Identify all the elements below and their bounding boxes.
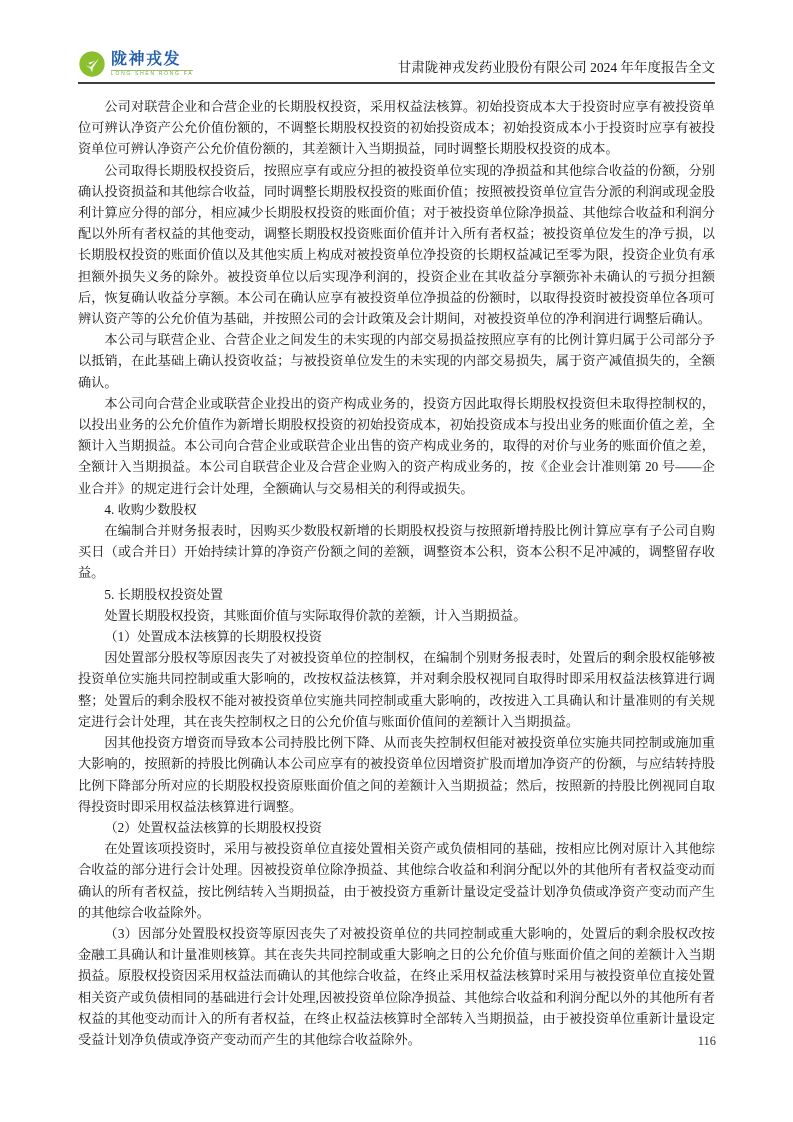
logo-bird-icon — [78, 50, 106, 78]
company-logo — [78, 50, 193, 79]
report-title: 甘肃陇神戎发药业股份有限公司 2024 年年度报告全文 — [397, 60, 715, 75]
paragraph: 因处置部分股权等原因丧失了对被投资单位的控制权，在编制个别财务报表时，处置后的剩余股权能够被投资单位实施共同控制或重大影响的，改按权益法核算，并对剩余股权视同自取得时即采用权益法核算进行调整；处置后的剩余股权不能对被投资单位实施共同控制或重大影响的，改按进入工具确认和计量准则的有关规定进行会计处理，其在丧失控制权之日的公允价值与账面价值间的差额计入当期损益。 — [78, 650, 715, 729]
paragraph: 5. 长期股权投资处置 — [104, 586, 224, 602]
paragraph: 4. 收购少数股权 — [104, 501, 197, 517]
logo-brand-cn: 陇神戎发 — [111, 50, 182, 68]
page-content — [78, 0, 715, 1050]
page-header — [78, 0, 715, 84]
paragraph: （1）处置成本法核算的长期股权投资 — [104, 629, 322, 645]
paragraph: 本公司与联营企业、合营企业之间发生的未实现的内部交易损益按照应享有的比例计算归属于公司部分予以抵销，在此基础上确认投资收益；与被投资单位发生的未实现的内部交易损失，属于资产减值损失的，全额确认。 — [78, 332, 715, 390]
paragraph: 本公司向合营企业或联营企业投出的资产构成业务的，投资方因此取得长期股权投资但未取得控制权的，以投出业务的公允价值作为新增长期股权投资的初始投资成本，初始投资成本与投出业务的账面价值之差，全额计入当期损益。本公司向合营企业或联营企业出售的资产构成业务的，取得的对价与业务的账面价值之差，全额计入当期损益。本公司自联营企业及合营企业购入的资产构成业务的，按《企业会计准则第 20 号——企业合并》的规定进行会计处理，全额确认与交易相关的利得或损失。 — [78, 395, 715, 496]
paragraph: 公司取得长期股权投资后，按照应享有或应分担的被投资单位实现的净损益和其他综合收益的份额，分别确认投资损益和其他综合收益，同时调整长期股权投资的账面价值；按照被投资单位宣告分派的利润或现金股利计算应分得的部分，相应减少长期股权投资的账面价值；对于被投资单位除净损益、其他综合收益和利润分配以外所有者权益的其他变动，调整长期股权投资账面价值并计入所有者权益；被投资单位发生的净亏损，以长期股权投资的账面价值以及其他实质上构成对被投资单位净投资的长期权益减记至零为限，投资企业负有承担额外损失义务的除外。被投资单位以后实现净利润的，投资企业在其收益分享额弥补未确认的亏损分担额后，恢复确认收益分享额。本公司在确认应享有被投资单位净损益的份额时，以取得投资时被投资单位各项可辨认资产等的公允价值为基础，并按照公司的会计政策及会计期间，对被投资单位的净利润进行调整后确认。 — [78, 162, 715, 327]
page-footer — [698, 1034, 716, 1049]
paragraph: （2）处置权益法核算的长期股权投资 — [104, 819, 322, 835]
paragraph: 在处置该项投资时，采用与被投资单位直接处置相关资产或负债相同的基础，按相应比例对原计入其他综合收益的部分进行会计处理。因被投资单位除净损益、其他综合收益和利润分配以外的其他所有者权益变动而确认的所有者权益，按比例结转入当期损益，由于被投资方重新计量设定受益计划净负债或净资产变动而产生的其他综合收益除外。 — [78, 841, 715, 920]
document-body — [78, 96, 715, 1050]
paragraph: 公司对联营企业和合营企业的长期股权投资，采用权益法核算。初始投资成本大于投资时应享有被投资单位可辨认净资产公允价值份额的，不调整长期股权投资的初始投资成本；初始投资成本小于投资时应享有被投资单位可辨认净资产公允价值份额的，其差额计入当期损益，同时调整长期股权投资的成本。 — [78, 99, 715, 157]
paragraph: 处置长期股权投资，其账面价值与实际取得价款的差额，计入当期损益。 — [104, 607, 527, 623]
logo-brand-en: LONG SHEN RONG FA — [111, 70, 194, 77]
paragraph: 因其他投资方增资而导致本公司持股比例下降、从而丧失控制权但能对被投资单位实施共同控制或施加重大影响的，按照新的持股比例确认本公司应享有的被投资单位因增资扩股而增加净资产的份额，与应结转持股比例下降部分所对应的长期股权投资原账面价值之间的差额计入当期损益；然后，按照新的持股比例视同自取得投资时即采用权益法核算进行调整。 — [78, 735, 715, 814]
paragraph: 在编制合并财务报表时，因购买少数股权新增的长期股权投资与按照新增持股比例计算应享有子公司自购买日（或合并日）开始持续计算的净资产份额之间的差额，调整资本公积，资本公积不足冲减的，调整留存收益。 — [78, 523, 715, 581]
logo-text — [111, 52, 193, 77]
paragraph: （3）因部分处置股权投资等原因丧失了对被投资单位的共同控制或重大影响的，处置后的剩余股权改按金融工具确认和计量准则核算。其在丧失共同控制或重大影响之日的公允价值与账面价值之间的差额计入当期损益。原股权投资因采用权益法而确认的其他综合收益，在终止采用权益法核算时采用与被投资单位直接处置相关资产或负债相同的基础进行会计处理,因被投资单位除净损益、其他综合收益和利润分配以外的其他所有者权益的其他变动而计入的所有者权益，在终止权益法核算时全部转入当期损益，由于被投资单位重新计量设定受益计划净负债或净资产变动而产生的其他综合收益除外。 — [78, 925, 715, 1047]
page-number: 116 — [697, 1034, 716, 1048]
